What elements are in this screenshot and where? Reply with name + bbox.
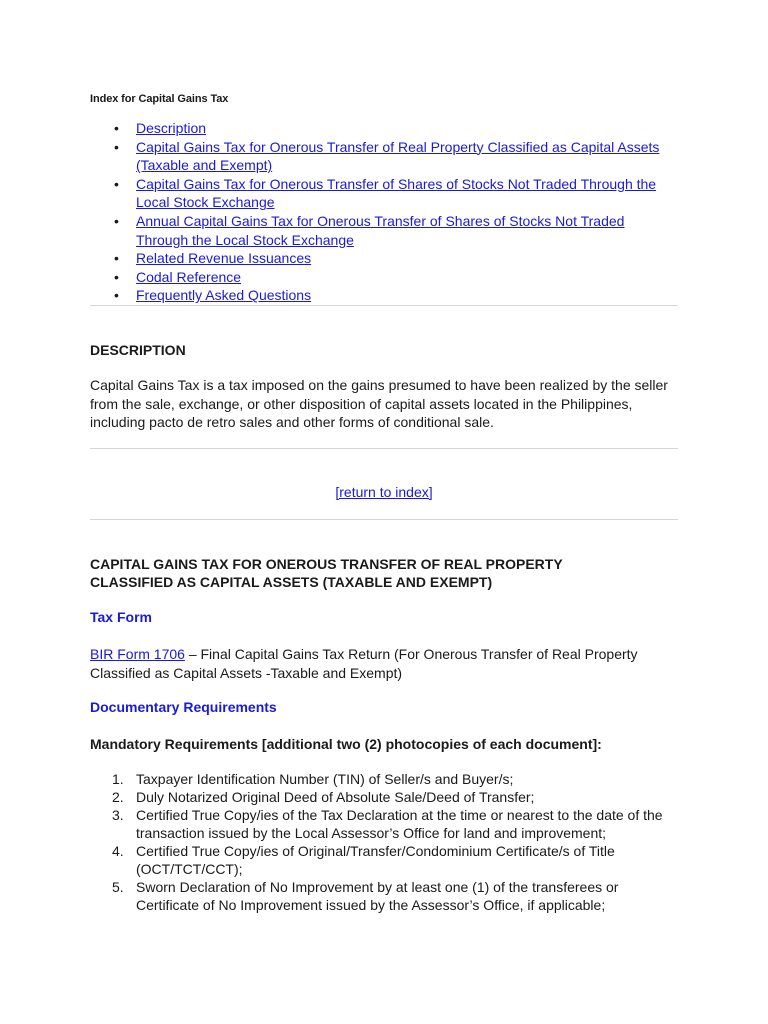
requirement-text: Certified True Copy/ies of the Tax Declaration at the time or nearest to the date of the transaction issued by the Local Assessor’s Office for land and improvement;	[136, 807, 663, 841]
real-property-heading-line2: CLASSIFIED AS CAPITAL ASSETS (TAXABLE AND EXEMPT)	[90, 574, 493, 590]
index-link-annual-shares[interactable]: Annual Capital Gains Tax for Onerous Transfer of Shares of Stocks Not Traded Through the Local Stock Exchange	[136, 212, 625, 248]
bullet-icon: •	[114, 250, 119, 267]
divider	[90, 519, 678, 520]
index-link-description[interactable]: Description	[136, 120, 207, 136]
bir-form-1706-link[interactable]: BIR Form 1706	[90, 646, 185, 662]
index-list	[90, 119, 678, 305]
tax-form-description: – Final Capital Gains Tax Return (For Onerous Transfer of Real Property Classified as Capital Assets -Taxable and Exempt)	[90, 646, 638, 681]
bullet-icon: •	[114, 287, 119, 304]
requirement-item	[90, 806, 680, 842]
bullet-icon: •	[114, 212, 119, 229]
index-item-real-property	[90, 138, 678, 175]
index-link-shares-not-traded[interactable]: Capital Gains Tax for Onerous Transfer of Shares of Stocks Not Traded Through the Local Stock Exchange	[136, 175, 657, 211]
list-number: 4.	[112, 843, 124, 859]
requirement-text: Sworn Declaration of No Improvement by at least one (1) of the transferees or Certificate of No Improvement issued by the Assessor’s Office, if applicable;	[136, 879, 619, 913]
documentary-requirements-heading: Documentary Requirements	[90, 699, 277, 715]
bullet-icon: •	[114, 138, 119, 155]
tax-form-heading: Tax Form	[90, 609, 152, 625]
requirement-item	[90, 770, 680, 788]
index-title: Index for Capital Gains Tax	[90, 93, 229, 105]
description-heading: DESCRIPTION	[90, 342, 186, 358]
requirements-list	[90, 770, 680, 914]
index-link-faq[interactable]: Frequently Asked Questions	[136, 287, 312, 304]
description-body: Capital Gains Tax is a tax imposed on the gains presumed to have been realized by the seller from the sale, exchange, or other disposition of capital assets located in the Philippines, including pacto de retro sales and other forms of conditional sale.	[90, 377, 668, 430]
index-item-codal-reference	[90, 268, 678, 287]
index-item-faq	[90, 286, 678, 305]
tax-form-paragraph	[90, 645, 680, 682]
index-item-description	[90, 119, 678, 138]
list-number: 5.	[112, 879, 124, 895]
bullet-icon: •	[114, 175, 119, 192]
index-item-shares-not-traded	[90, 175, 678, 212]
requirement-item	[90, 878, 680, 914]
requirement-text: Taxpayer Identification Number (TIN) of Seller/s and Buyer/s;	[136, 771, 514, 787]
list-number: 1.	[112, 771, 124, 787]
list-number: 2.	[112, 789, 124, 805]
bullet-icon: •	[114, 120, 119, 136]
divider	[90, 448, 678, 449]
list-number: 3.	[112, 807, 124, 823]
mandatory-requirements-heading: Mandatory Requirements [additional two (2) photocopies of each document]:	[90, 736, 602, 752]
index-link-codal-reference[interactable]: Codal Reference	[136, 268, 242, 285]
return-to-index-link[interactable]: [return to index]	[335, 484, 433, 500]
divider	[90, 305, 678, 306]
real-property-heading-line1: CAPITAL GAINS TAX FOR ONEROUS TRANSFER OF REAL PROPERTY	[90, 556, 563, 572]
requirement-text: Certified True Copy/ies of Original/Transfer/Condominium Certificate/s of Title (OCT/TCT/CCT);	[136, 843, 615, 877]
bullet-icon: •	[114, 268, 119, 285]
requirement-item	[90, 788, 680, 806]
index-item-annual-shares	[90, 212, 678, 249]
index-item-revenue-issuances	[90, 249, 678, 268]
requirement-text: Duly Notarized Original Deed of Absolute Sale/Deed of Transfer;	[136, 789, 535, 805]
index-link-real-property[interactable]: Capital Gains Tax for Onerous Transfer of Real Property Classified as Capital Assets (Taxable and Exempt)	[136, 138, 660, 174]
return-to-index-row	[90, 484, 678, 500]
index-link-revenue-issuances[interactable]: Related Revenue Issuances	[136, 250, 312, 267]
requirement-item	[90, 842, 680, 878]
